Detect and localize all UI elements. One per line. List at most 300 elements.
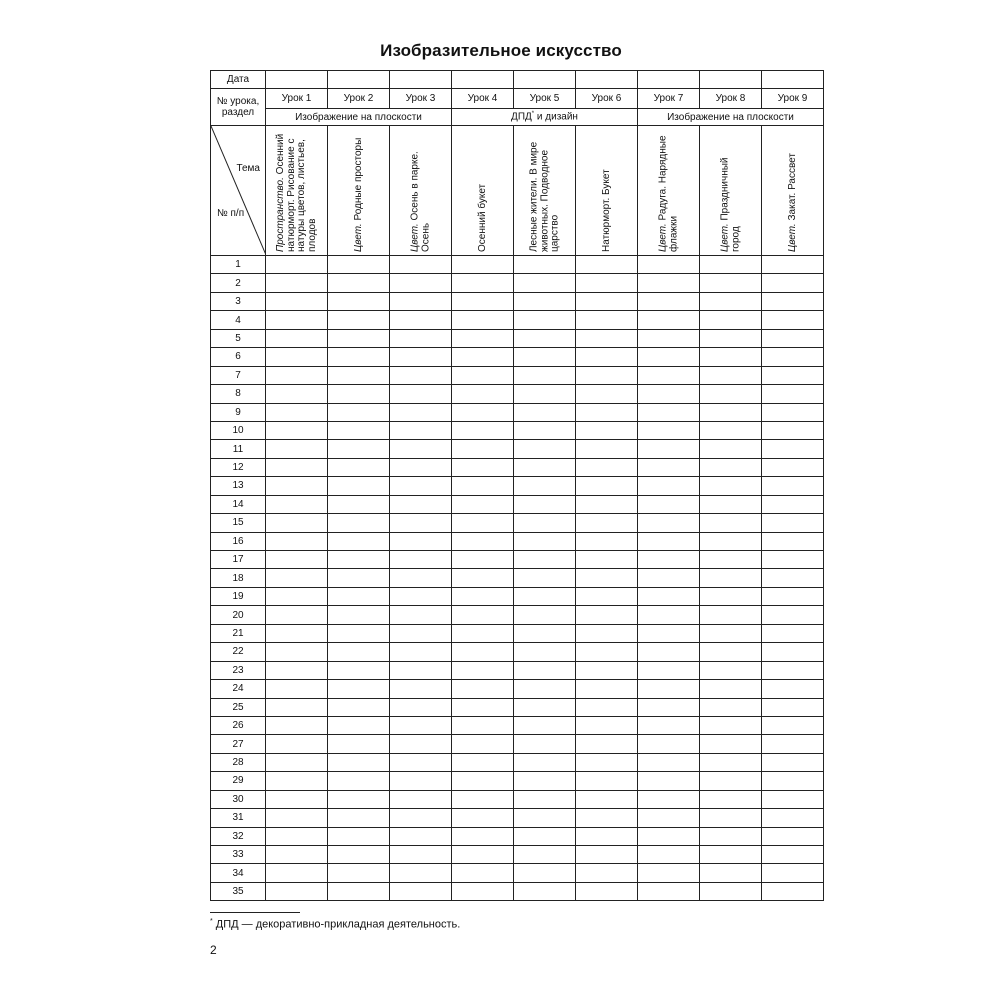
- grade-cell[interactable]: [576, 256, 638, 274]
- grade-cell[interactable]: [638, 606, 700, 624]
- grade-cell[interactable]: [638, 385, 700, 403]
- grade-cell[interactable]: [638, 551, 700, 569]
- grade-cell[interactable]: [390, 680, 452, 698]
- grade-cell[interactable]: [328, 846, 390, 864]
- grade-cell[interactable]: [638, 698, 700, 716]
- grade-cell[interactable]: [700, 864, 762, 882]
- grade-cell[interactable]: [576, 772, 638, 790]
- grade-cell[interactable]: [452, 403, 514, 421]
- grade-cell[interactable]: [576, 790, 638, 808]
- grade-cell[interactable]: [638, 311, 700, 329]
- grade-cell[interactable]: [266, 716, 328, 734]
- grade-cell[interactable]: [514, 735, 576, 753]
- grade-cell[interactable]: [638, 421, 700, 439]
- date-cell[interactable]: [390, 71, 452, 89]
- grade-cell[interactable]: [266, 256, 328, 274]
- grade-cell[interactable]: [514, 514, 576, 532]
- grade-cell[interactable]: [452, 606, 514, 624]
- grade-cell[interactable]: [390, 385, 452, 403]
- grade-cell[interactable]: [452, 772, 514, 790]
- grade-cell[interactable]: [762, 680, 824, 698]
- grade-cell[interactable]: [576, 403, 638, 421]
- grade-cell[interactable]: [328, 311, 390, 329]
- grade-cell[interactable]: [514, 716, 576, 734]
- grade-cell[interactable]: [328, 421, 390, 439]
- grade-cell[interactable]: [452, 329, 514, 347]
- grade-cell[interactable]: [638, 274, 700, 292]
- grade-cell[interactable]: [328, 514, 390, 532]
- grade-cell[interactable]: [700, 292, 762, 310]
- grade-cell[interactable]: [700, 256, 762, 274]
- grade-cell[interactable]: [328, 329, 390, 347]
- grade-cell[interactable]: [762, 495, 824, 513]
- date-cell[interactable]: [266, 71, 328, 89]
- grade-cell[interactable]: [700, 716, 762, 734]
- grade-cell[interactable]: [762, 348, 824, 366]
- grade-cell[interactable]: [576, 809, 638, 827]
- grade-cell[interactable]: [700, 680, 762, 698]
- grade-cell[interactable]: [576, 421, 638, 439]
- grade-cell[interactable]: [576, 716, 638, 734]
- date-cell[interactable]: [328, 71, 390, 89]
- grade-cell[interactable]: [576, 735, 638, 753]
- grade-cell[interactable]: [762, 514, 824, 532]
- grade-cell[interactable]: [514, 606, 576, 624]
- grade-cell[interactable]: [700, 587, 762, 605]
- grade-cell[interactable]: [390, 790, 452, 808]
- grade-cell[interactable]: [700, 458, 762, 476]
- grade-cell[interactable]: [390, 366, 452, 384]
- grade-cell[interactable]: [762, 809, 824, 827]
- grade-cell[interactable]: [452, 256, 514, 274]
- grade-cell[interactable]: [576, 532, 638, 550]
- grade-cell[interactable]: [266, 587, 328, 605]
- grade-cell[interactable]: [328, 661, 390, 679]
- grade-cell[interactable]: [700, 735, 762, 753]
- grade-cell[interactable]: [390, 827, 452, 845]
- grade-cell[interactable]: [328, 624, 390, 642]
- grade-cell[interactable]: [390, 643, 452, 661]
- grade-cell[interactable]: [638, 680, 700, 698]
- grade-cell[interactable]: [700, 606, 762, 624]
- grade-cell[interactable]: [514, 366, 576, 384]
- grade-cell[interactable]: [638, 495, 700, 513]
- grade-cell[interactable]: [576, 495, 638, 513]
- grade-cell[interactable]: [576, 274, 638, 292]
- grade-cell[interactable]: [452, 790, 514, 808]
- grade-cell[interactable]: [700, 643, 762, 661]
- grade-cell[interactable]: [576, 329, 638, 347]
- grade-cell[interactable]: [266, 292, 328, 310]
- grade-cell[interactable]: [700, 772, 762, 790]
- grade-cell[interactable]: [638, 790, 700, 808]
- grade-cell[interactable]: [700, 790, 762, 808]
- grade-cell[interactable]: [638, 569, 700, 587]
- grade-cell[interactable]: [576, 624, 638, 642]
- grade-cell[interactable]: [514, 329, 576, 347]
- grade-cell[interactable]: [762, 385, 824, 403]
- grade-cell[interactable]: [514, 440, 576, 458]
- grade-cell[interactable]: [762, 624, 824, 642]
- grade-cell[interactable]: [700, 385, 762, 403]
- grade-cell[interactable]: [452, 551, 514, 569]
- grade-cell[interactable]: [266, 624, 328, 642]
- grade-cell[interactable]: [266, 790, 328, 808]
- grade-cell[interactable]: [700, 421, 762, 439]
- grade-cell[interactable]: [576, 846, 638, 864]
- grade-cell[interactable]: [638, 514, 700, 532]
- grade-cell[interactable]: [266, 495, 328, 513]
- grade-cell[interactable]: [390, 274, 452, 292]
- grade-cell[interactable]: [390, 440, 452, 458]
- grade-cell[interactable]: [514, 458, 576, 476]
- grade-cell[interactable]: [390, 292, 452, 310]
- grade-cell[interactable]: [700, 551, 762, 569]
- grade-cell[interactable]: [700, 624, 762, 642]
- grade-cell[interactable]: [452, 624, 514, 642]
- grade-cell[interactable]: [700, 477, 762, 495]
- grade-cell[interactable]: [700, 532, 762, 550]
- grade-cell[interactable]: [762, 403, 824, 421]
- grade-cell[interactable]: [762, 440, 824, 458]
- grade-cell[interactable]: [576, 643, 638, 661]
- grade-cell[interactable]: [266, 680, 328, 698]
- grade-cell[interactable]: [638, 348, 700, 366]
- grade-cell[interactable]: [576, 440, 638, 458]
- grade-cell[interactable]: [762, 256, 824, 274]
- date-cell[interactable]: [514, 71, 576, 89]
- grade-cell[interactable]: [700, 809, 762, 827]
- grade-cell[interactable]: [638, 809, 700, 827]
- grade-cell[interactable]: [762, 477, 824, 495]
- grade-cell[interactable]: [514, 587, 576, 605]
- grade-cell[interactable]: [390, 495, 452, 513]
- grade-cell[interactable]: [452, 311, 514, 329]
- grade-cell[interactable]: [390, 753, 452, 771]
- grade-cell[interactable]: [266, 735, 328, 753]
- grade-cell[interactable]: [266, 458, 328, 476]
- grade-cell[interactable]: [700, 661, 762, 679]
- grade-cell[interactable]: [328, 551, 390, 569]
- grade-cell[interactable]: [328, 532, 390, 550]
- grade-cell[interactable]: [762, 421, 824, 439]
- grade-cell[interactable]: [700, 827, 762, 845]
- grade-cell[interactable]: [266, 864, 328, 882]
- grade-cell[interactable]: [452, 698, 514, 716]
- grade-cell[interactable]: [762, 643, 824, 661]
- grade-cell[interactable]: [390, 551, 452, 569]
- grade-cell[interactable]: [514, 477, 576, 495]
- grade-cell[interactable]: [452, 440, 514, 458]
- grade-cell[interactable]: [390, 846, 452, 864]
- grade-cell[interactable]: [266, 532, 328, 550]
- grade-cell[interactable]: [266, 348, 328, 366]
- date-cell[interactable]: [638, 71, 700, 89]
- grade-cell[interactable]: [762, 790, 824, 808]
- grade-cell[interactable]: [514, 661, 576, 679]
- grade-cell[interactable]: [266, 329, 328, 347]
- grade-cell[interactable]: [638, 772, 700, 790]
- grade-cell[interactable]: [266, 772, 328, 790]
- grade-cell[interactable]: [638, 624, 700, 642]
- grade-cell[interactable]: [762, 569, 824, 587]
- grade-cell[interactable]: [266, 809, 328, 827]
- grade-cell[interactable]: [266, 643, 328, 661]
- grade-cell[interactable]: [576, 292, 638, 310]
- grade-cell[interactable]: [700, 495, 762, 513]
- grade-cell[interactable]: [762, 587, 824, 605]
- grade-cell[interactable]: [328, 716, 390, 734]
- grade-cell[interactable]: [576, 827, 638, 845]
- grade-cell[interactable]: [638, 440, 700, 458]
- grade-cell[interactable]: [576, 606, 638, 624]
- grade-cell[interactable]: [762, 846, 824, 864]
- grade-cell[interactable]: [390, 624, 452, 642]
- grade-cell[interactable]: [266, 846, 328, 864]
- grade-cell[interactable]: [762, 532, 824, 550]
- grade-cell[interactable]: [390, 809, 452, 827]
- grade-cell[interactable]: [700, 311, 762, 329]
- grade-cell[interactable]: [762, 311, 824, 329]
- grade-cell[interactable]: [452, 753, 514, 771]
- grade-cell[interactable]: [576, 477, 638, 495]
- grade-cell[interactable]: [514, 624, 576, 642]
- grade-cell[interactable]: [576, 514, 638, 532]
- grade-cell[interactable]: [762, 329, 824, 347]
- date-cell[interactable]: [762, 71, 824, 89]
- grade-cell[interactable]: [266, 606, 328, 624]
- grade-cell[interactable]: [328, 495, 390, 513]
- grade-cell[interactable]: [638, 827, 700, 845]
- grade-cell[interactable]: [390, 864, 452, 882]
- grade-cell[interactable]: [328, 256, 390, 274]
- grade-cell[interactable]: [390, 477, 452, 495]
- grade-cell[interactable]: [514, 790, 576, 808]
- grade-cell[interactable]: [700, 753, 762, 771]
- grade-cell[interactable]: [266, 366, 328, 384]
- grade-cell[interactable]: [700, 274, 762, 292]
- grade-cell[interactable]: [762, 753, 824, 771]
- date-cell[interactable]: [576, 71, 638, 89]
- grade-cell[interactable]: [638, 735, 700, 753]
- grade-cell[interactable]: [266, 421, 328, 439]
- grade-cell[interactable]: [700, 403, 762, 421]
- grade-cell[interactable]: [452, 495, 514, 513]
- grade-cell[interactable]: [514, 846, 576, 864]
- grade-cell[interactable]: [762, 661, 824, 679]
- grade-cell[interactable]: [328, 735, 390, 753]
- grade-cell[interactable]: [390, 311, 452, 329]
- grade-cell[interactable]: [390, 403, 452, 421]
- grade-cell[interactable]: [576, 661, 638, 679]
- grade-cell[interactable]: [576, 569, 638, 587]
- grade-cell[interactable]: [328, 790, 390, 808]
- grade-cell[interactable]: [638, 882, 700, 900]
- grade-cell[interactable]: [514, 256, 576, 274]
- grade-cell[interactable]: [576, 587, 638, 605]
- grade-cell[interactable]: [266, 440, 328, 458]
- grade-cell[interactable]: [452, 846, 514, 864]
- grade-cell[interactable]: [452, 292, 514, 310]
- grade-cell[interactable]: [390, 569, 452, 587]
- grade-cell[interactable]: [700, 348, 762, 366]
- grade-cell[interactable]: [452, 421, 514, 439]
- grade-cell[interactable]: [762, 882, 824, 900]
- grade-cell[interactable]: [638, 864, 700, 882]
- grade-cell[interactable]: [514, 809, 576, 827]
- grade-cell[interactable]: [266, 753, 328, 771]
- grade-cell[interactable]: [452, 569, 514, 587]
- grade-cell[interactable]: [390, 587, 452, 605]
- grade-cell[interactable]: [638, 753, 700, 771]
- grade-cell[interactable]: [762, 458, 824, 476]
- grade-cell[interactable]: [514, 292, 576, 310]
- grade-cell[interactable]: [452, 735, 514, 753]
- grade-cell[interactable]: [762, 551, 824, 569]
- grade-cell[interactable]: [762, 716, 824, 734]
- grade-cell[interactable]: [638, 643, 700, 661]
- grade-cell[interactable]: [266, 311, 328, 329]
- grade-cell[interactable]: [700, 846, 762, 864]
- grade-cell[interactable]: [638, 532, 700, 550]
- grade-cell[interactable]: [762, 698, 824, 716]
- grade-cell[interactable]: [452, 809, 514, 827]
- grade-cell[interactable]: [762, 366, 824, 384]
- grade-cell[interactable]: [576, 882, 638, 900]
- grade-cell[interactable]: [390, 256, 452, 274]
- grade-cell[interactable]: [452, 348, 514, 366]
- grade-cell[interactable]: [638, 477, 700, 495]
- grade-cell[interactable]: [700, 366, 762, 384]
- grade-cell[interactable]: [390, 606, 452, 624]
- grade-cell[interactable]: [390, 514, 452, 532]
- grade-cell[interactable]: [638, 846, 700, 864]
- grade-cell[interactable]: [638, 587, 700, 605]
- grade-cell[interactable]: [452, 661, 514, 679]
- grade-cell[interactable]: [390, 882, 452, 900]
- grade-cell[interactable]: [514, 864, 576, 882]
- grade-cell[interactable]: [390, 735, 452, 753]
- grade-cell[interactable]: [266, 569, 328, 587]
- grade-cell[interactable]: [328, 440, 390, 458]
- grade-cell[interactable]: [700, 440, 762, 458]
- grade-cell[interactable]: [328, 827, 390, 845]
- grade-cell[interactable]: [762, 827, 824, 845]
- grade-cell[interactable]: [266, 477, 328, 495]
- grade-cell[interactable]: [328, 477, 390, 495]
- grade-cell[interactable]: [638, 366, 700, 384]
- grade-cell[interactable]: [328, 348, 390, 366]
- date-cell[interactable]: [700, 71, 762, 89]
- grade-cell[interactable]: [762, 772, 824, 790]
- grade-cell[interactable]: [514, 532, 576, 550]
- grade-cell[interactable]: [452, 587, 514, 605]
- grade-cell[interactable]: [514, 882, 576, 900]
- grade-cell[interactable]: [452, 643, 514, 661]
- grade-cell[interactable]: [266, 385, 328, 403]
- grade-cell[interactable]: [452, 882, 514, 900]
- grade-cell[interactable]: [328, 274, 390, 292]
- grade-cell[interactable]: [328, 458, 390, 476]
- grade-cell[interactable]: [762, 274, 824, 292]
- grade-cell[interactable]: [762, 606, 824, 624]
- grade-cell[interactable]: [390, 716, 452, 734]
- grade-cell[interactable]: [328, 882, 390, 900]
- grade-cell[interactable]: [390, 661, 452, 679]
- grade-cell[interactable]: [700, 882, 762, 900]
- grade-cell[interactable]: [700, 698, 762, 716]
- grade-cell[interactable]: [514, 698, 576, 716]
- grade-cell[interactable]: [452, 274, 514, 292]
- grade-cell[interactable]: [514, 753, 576, 771]
- grade-cell[interactable]: [390, 532, 452, 550]
- grade-cell[interactable]: [328, 680, 390, 698]
- grade-cell[interactable]: [390, 348, 452, 366]
- grade-cell[interactable]: [700, 569, 762, 587]
- grade-cell[interactable]: [576, 385, 638, 403]
- grade-cell[interactable]: [576, 753, 638, 771]
- grade-cell[interactable]: [328, 753, 390, 771]
- grade-cell[interactable]: [328, 772, 390, 790]
- grade-cell[interactable]: [514, 421, 576, 439]
- grade-cell[interactable]: [328, 403, 390, 421]
- grade-cell[interactable]: [266, 827, 328, 845]
- grade-cell[interactable]: [452, 864, 514, 882]
- grade-cell[interactable]: [452, 514, 514, 532]
- grade-cell[interactable]: [638, 458, 700, 476]
- grade-cell[interactable]: [390, 772, 452, 790]
- grade-cell[interactable]: [266, 403, 328, 421]
- grade-cell[interactable]: [638, 292, 700, 310]
- grade-cell[interactable]: [514, 274, 576, 292]
- grade-cell[interactable]: [452, 458, 514, 476]
- grade-cell[interactable]: [328, 366, 390, 384]
- grade-cell[interactable]: [762, 292, 824, 310]
- grade-cell[interactable]: [452, 716, 514, 734]
- grade-cell[interactable]: [328, 643, 390, 661]
- grade-cell[interactable]: [762, 735, 824, 753]
- grade-cell[interactable]: [700, 329, 762, 347]
- grade-cell[interactable]: [390, 698, 452, 716]
- grade-cell[interactable]: [390, 421, 452, 439]
- grade-cell[interactable]: [328, 606, 390, 624]
- grade-cell[interactable]: [700, 514, 762, 532]
- grade-cell[interactable]: [514, 551, 576, 569]
- grade-cell[interactable]: [576, 680, 638, 698]
- grade-cell[interactable]: [452, 385, 514, 403]
- grade-cell[interactable]: [514, 311, 576, 329]
- grade-cell[interactable]: [328, 809, 390, 827]
- grade-cell[interactable]: [328, 292, 390, 310]
- grade-cell[interactable]: [328, 698, 390, 716]
- grade-cell[interactable]: [452, 827, 514, 845]
- grade-cell[interactable]: [328, 587, 390, 605]
- grade-cell[interactable]: [266, 882, 328, 900]
- grade-cell[interactable]: [638, 256, 700, 274]
- grade-cell[interactable]: [514, 680, 576, 698]
- grade-cell[interactable]: [328, 385, 390, 403]
- grade-cell[interactable]: [514, 827, 576, 845]
- grade-cell[interactable]: [576, 311, 638, 329]
- grade-cell[interactable]: [576, 551, 638, 569]
- grade-cell[interactable]: [266, 698, 328, 716]
- date-cell[interactable]: [452, 71, 514, 89]
- grade-cell[interactable]: [266, 551, 328, 569]
- grade-cell[interactable]: [266, 661, 328, 679]
- grade-cell[interactable]: [514, 772, 576, 790]
- grade-cell[interactable]: [514, 348, 576, 366]
- grade-cell[interactable]: [576, 698, 638, 716]
